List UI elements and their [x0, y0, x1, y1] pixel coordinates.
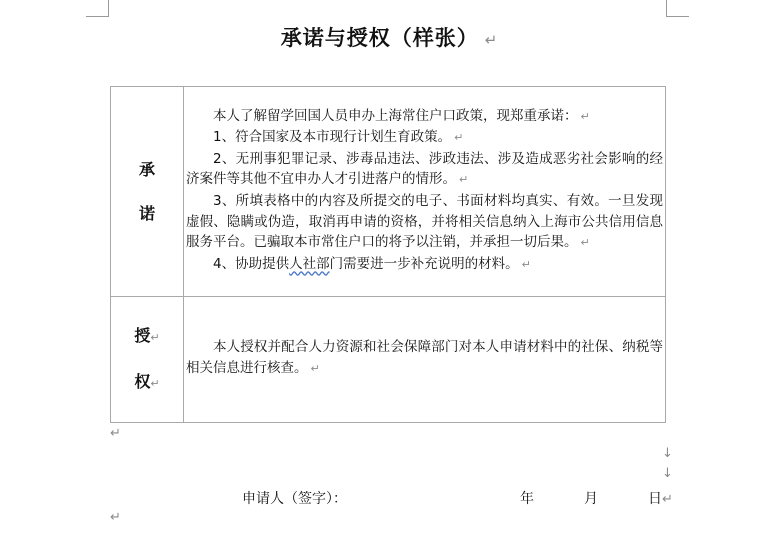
signature-year-label: 年: [520, 491, 534, 507]
paragraph-mark-icon: ↵: [150, 376, 160, 390]
paragraph-mark-icon: ↵: [662, 492, 673, 507]
promise-row: [111, 87, 666, 297]
signature-month-label: 月: [584, 491, 598, 507]
title-text: 承诺与授权（样张）: [280, 25, 479, 50]
paragraph-mark-icon: ↵: [150, 330, 160, 344]
promise-content-cell[interactable]: [184, 87, 666, 297]
promise-intro: 本人了解留学回国人员申办上海常住户口政策，现郑重承诺： ↵: [213, 107, 590, 124]
promise-label-char-1: 承: [138, 159, 155, 179]
line-break-icon: ↓: [662, 466, 673, 481]
paragraph-mark-icon: ↵: [310, 362, 320, 375]
paragraph-mark-icon: ↵: [580, 236, 590, 250]
paragraph-mark-icon: ↵: [454, 131, 464, 145]
paragraph-mark-icon: ↵: [459, 173, 469, 187]
promise-item-1: 1、符合国家及本市现行计划生育政策。 ↵: [213, 129, 464, 146]
crop-mark-top-right: [666, 0, 689, 17]
authorization-content-cell[interactable]: [184, 297, 666, 423]
paragraph-mark-icon: ↵: [580, 109, 590, 123]
promise-item-2: 2、无刑事犯罪记录、涉毒品违法、涉政违法、涉及造成恶劣社会影响的经济案件等其他不宜申办人才引进落户的情形。 ↵: [186, 150, 663, 188]
paragraph-mark-icon: ↵: [521, 257, 531, 271]
promise-item-4: 4、协助提供人社部门需要进一步补充说明的材料。 ↵: [213, 255, 531, 272]
promise-label-char-2: 诺: [138, 203, 155, 223]
spell-check-flag[interactable]: 人社部: [289, 255, 330, 272]
line-break-icon: ↓: [662, 446, 673, 461]
paragraph-mark-icon: ↵: [110, 510, 121, 525]
document-title: [0, 22, 779, 52]
paragraph-mark-icon: ↵: [110, 426, 121, 441]
applicant-signature-label: 申请人（签字）：: [242, 491, 347, 507]
crop-mark-top-left: [86, 0, 109, 17]
promise-label-cell: [111, 87, 184, 297]
promise-authorization-table: [110, 86, 666, 423]
authorization-text: 本人授权并配合人力资源和社会保障部门对本人申请材料中的社保、纳税等相关信息进行核查。 ↵: [186, 339, 663, 376]
authorization-label-char-2: 权↵: [134, 371, 160, 391]
promise-item-3: 3、所填表格中的内容及所提交的电子、书面材料均真实、有效。一旦发现虚假、隐瞒或伪造，取消再申请的资格，并将相关信息纳入上海市公共信用信息服务平台。已骗取本市常住户口的将予以注销，并承担一切后果。 ↵: [186, 193, 663, 251]
authorization-label-char-1: 授↵: [134, 325, 160, 345]
authorization-label-cell: [111, 297, 184, 423]
authorization-row: [111, 297, 666, 423]
paragraph-mark-icon: ↵: [484, 31, 499, 49]
signature-day-label: 日↵: [648, 491, 673, 507]
